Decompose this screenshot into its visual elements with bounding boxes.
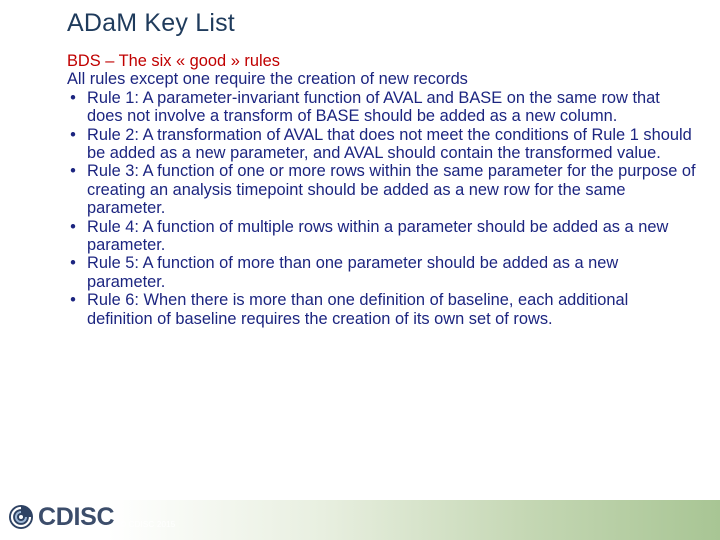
rule-text: Rule 3: A function of one or more rows within the same parameter for the purpose of creating an analysis timepoint should be added as a new row for the same parameter.	[87, 162, 696, 218]
cdisc-swirl-icon	[8, 504, 34, 530]
rule-item-3	[67, 162, 697, 217]
rule-item-4	[67, 218, 697, 255]
rule-item-2	[67, 126, 697, 163]
bullet-icon: •	[70, 291, 76, 310]
rule-item-6	[67, 291, 697, 328]
cdisc-logo-text: CDISC	[38, 503, 115, 531]
rule-text: Rule 4: A function of multiple rows within a parameter should be added as a new parameter.	[87, 217, 669, 255]
intro-line: All rules except one require the creation of new records	[67, 70, 468, 89]
bullet-icon: •	[70, 254, 76, 273]
rule-text: Rule 5: A function of more than one parameter should be added as a new parameter.	[87, 254, 619, 291]
rule-item-5	[67, 254, 697, 291]
bullet-icon: •	[70, 125, 76, 144]
slide-footer	[0, 482, 720, 540]
slide-title: ADaM Key List	[67, 9, 235, 37]
rule-item-1	[67, 89, 697, 126]
slide-content	[67, 52, 697, 328]
bullet-icon: •	[70, 88, 76, 107]
subtitle-line: BDS – The six « good » rules	[67, 52, 280, 70]
bullet-icon: •	[70, 162, 76, 181]
rule-text: Rule 1: A parameter-invariant function of AVAL and BASE on the same row that does not involve a transform of BASE should be added as a new column.	[87, 88, 660, 126]
bullet-icon: •	[70, 217, 76, 236]
copyright-text: © CDISC 2015	[120, 520, 176, 529]
rules-list	[67, 89, 697, 328]
footer-gradient-bar	[108, 500, 720, 540]
rule-text: Rule 6: When there is more than one definition of baseline, each additional definition of baseline requires the creation of its own set of rows.	[87, 291, 629, 328]
rule-text: Rule 2: A transformation of AVAL that does not meet the conditions of Rule 1 should be added as a new parameter, and AVAL should contain the transformed value.	[87, 125, 692, 163]
